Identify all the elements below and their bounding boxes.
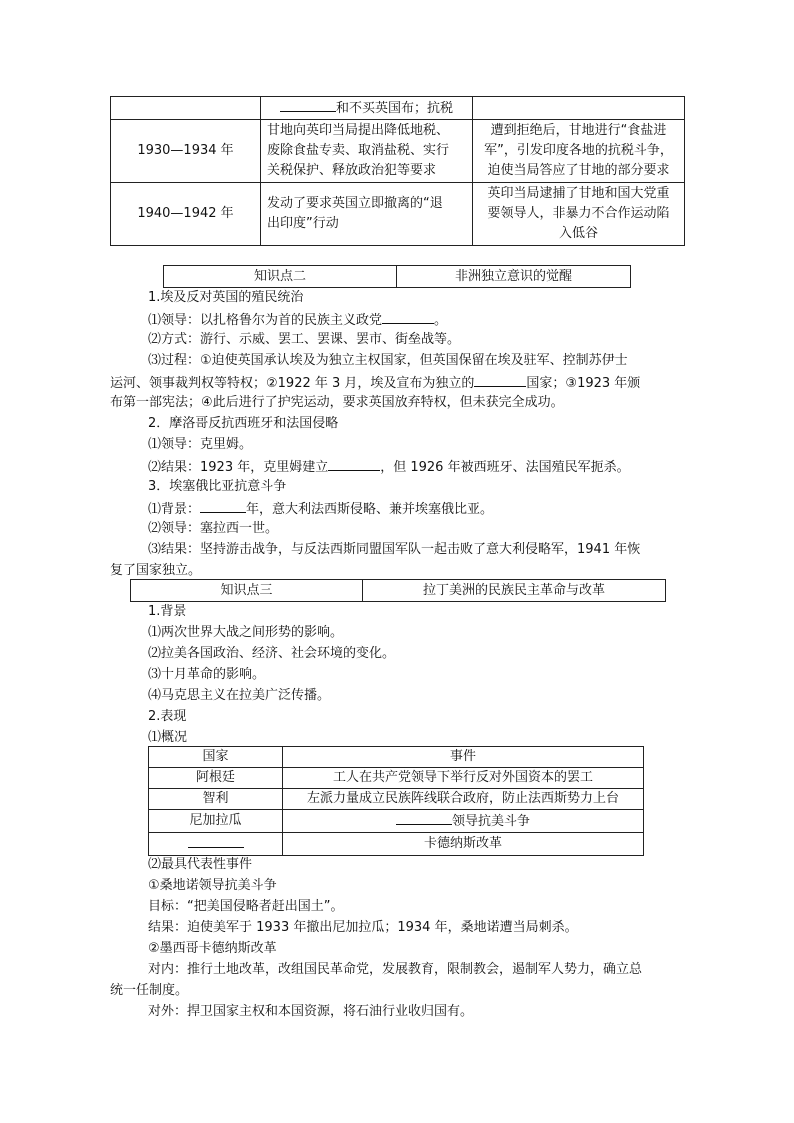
- paragraph: 目标：“把美国侵略者赶出国土”。: [148, 899, 344, 914]
- paragraph: 统一任制度。: [110, 983, 189, 998]
- column-header: 国家: [149, 747, 283, 768]
- paragraph: ⑶结果：坚持游击战争，与反法西斯同盟国军队一起击败了意大利侵略军，1941 年恢: [148, 542, 641, 557]
- answer-blank: [328, 456, 380, 471]
- paragraph: ⑵结果：1923 年，克里姆建立 ，但 1926 年被西班牙、法国殖民军扼杀。: [148, 456, 630, 478]
- paragraph: 布第一部宪法；④此后进行了护宪运动，要求英国放弃特权，但未获完全成功。: [110, 395, 564, 410]
- event-cell: 左派力量成立民族阵线联合政府，防止法西斯势力上台: [283, 789, 644, 810]
- table-row: [111, 97, 685, 120]
- answer-blank: [382, 309, 434, 324]
- paragraph: ⑴领导：克里姆。: [148, 437, 253, 452]
- result-line: 军”，引发印度各地的抗税斗争，: [484, 143, 673, 158]
- period-cell: [111, 97, 261, 120]
- paragraph: ⑵拉美各国政治、经济、社会环境的变化。: [148, 646, 396, 661]
- country-cell: 智利: [149, 789, 283, 810]
- event-cell: 卡德纳斯改革: [283, 833, 644, 856]
- paragraph: ⑶十月革命的影响。: [148, 667, 266, 682]
- action-line: 发动了要求英国立即撤离的“退: [267, 196, 443, 211]
- paragraph: ⑵方式：游行、示威、罢工、罢课、罢市、街垒战等。: [148, 332, 461, 347]
- country-cell: 尼加拉瓜: [149, 810, 283, 833]
- banner-title: 非洲独立意识的觉醒: [454, 269, 572, 284]
- action-cell: 和不买英国布；抗税: [261, 97, 473, 120]
- heading: ⑴概况: [148, 730, 188, 745]
- paragraph: ⑶过程：①迫使英国承认埃及为独立主权国家，但英国保留在埃及驻军、控制苏伊士: [148, 353, 628, 368]
- result-cell: [473, 183, 685, 246]
- action-cell: [261, 120, 473, 183]
- heading: ⑵最具代表性事件: [148, 857, 253, 872]
- action-line: 出印度”行动: [267, 216, 339, 231]
- table-header-row: [149, 747, 644, 768]
- section-latin-america: [110, 602, 690, 745]
- result-line: 入低谷: [558, 226, 598, 241]
- action-line: 废除食盐专卖、取消盐税、实行: [267, 143, 450, 158]
- heading: 3．埃塞俄比亚抗意斗争: [148, 479, 287, 494]
- table-row: [149, 789, 644, 810]
- paragraph: ⑴领导：以扎格鲁尔为首的民族主义政党 。: [148, 309, 447, 331]
- table-row: [149, 833, 644, 856]
- heading: 1.埃及反对英国的殖民统治: [148, 290, 304, 305]
- paragraph: 运河、领事裁判权等特权；②1922 年 3 月，埃及宣布为独立的 国家；③1923 年颁: [110, 372, 640, 394]
- action-line: 甘地向英印当局提出降低地税、: [267, 123, 450, 138]
- paragraph: ⑵领导：塞拉西一世。: [148, 521, 279, 536]
- paragraph: ⑴背景： 年，意大利法西斯侵略、兼并埃塞俄比亚。: [148, 498, 493, 520]
- heading: ②墨西哥卡德纳斯改革: [148, 941, 277, 956]
- section-latin-america-events: [110, 855, 690, 1025]
- event-cell: 工人在共产党领导下举行反对外国资本的罢工: [283, 768, 644, 789]
- event-cell: 领导抗美斗争: [283, 810, 644, 833]
- heading: 2．摩洛哥反抗西班牙和法国侵略: [148, 416, 339, 431]
- heading: ①桑地诺领导抗美斗争: [148, 878, 277, 893]
- result-line: 要领导人，非暴力不合作运动陷: [487, 206, 670, 221]
- paragraph: ⑷马克思主义在拉美广泛传播。: [148, 688, 331, 703]
- paragraph: 对内：推行土地改革，改组国民革命党，发展教育，限制教会，遏制军人势力，确立总: [148, 962, 643, 977]
- country-cell: [149, 833, 283, 856]
- answer-blank: [280, 97, 336, 112]
- banner-label: 知识点三: [131, 580, 363, 601]
- section-banner: [130, 579, 666, 602]
- country-cell: 阿根廷: [149, 768, 283, 789]
- latin-america-table: [148, 746, 644, 856]
- table-row: [149, 810, 644, 833]
- result-line: 迫使当局答应了甘地的部分要求: [487, 163, 670, 178]
- period-cell: 1930—1934 年: [111, 120, 261, 183]
- result-line: 遭到拒绝后，甘地进行“食盐进: [490, 123, 667, 138]
- column-header: 事件: [283, 747, 644, 768]
- answer-blank: [396, 810, 452, 825]
- answer-blank: [200, 498, 246, 513]
- result-cell: [473, 97, 685, 120]
- table-row: [111, 183, 685, 246]
- section-banner: [163, 265, 631, 288]
- action-cell: [261, 183, 473, 246]
- result-cell: [473, 120, 685, 183]
- action-line: 关税保护、释放政治犯等要求: [267, 163, 437, 178]
- banner-label: 知识点二: [164, 266, 397, 287]
- banner-title: 拉丁美洲的民族民主革命与改革: [422, 583, 605, 598]
- heading: 1.背景: [148, 604, 187, 619]
- paragraph: 结果：迫使美军于 1933 年撤出尼加拉瓜；1934 年，桑地诺遭当局刺杀。: [148, 920, 578, 935]
- paragraph: 对外：捍卫国家主权和本国资源，将石油行业收归国有。: [148, 1004, 474, 1019]
- paragraph: ⑴两次世界大战之间形势的影响。: [148, 625, 344, 640]
- table-row: [111, 120, 685, 183]
- period-cell: 1940—1942 年: [111, 183, 261, 246]
- paragraph: 复了国家独立。: [110, 563, 202, 578]
- answer-blank: [474, 372, 526, 387]
- result-line: 英印当局逮捕了甘地和国大党重: [487, 186, 670, 201]
- table-row: [149, 768, 644, 789]
- section-africa: [110, 288, 690, 580]
- heading: 2.表现: [148, 709, 187, 724]
- answer-blank: [188, 833, 244, 848]
- gandhi-table: [110, 96, 685, 246]
